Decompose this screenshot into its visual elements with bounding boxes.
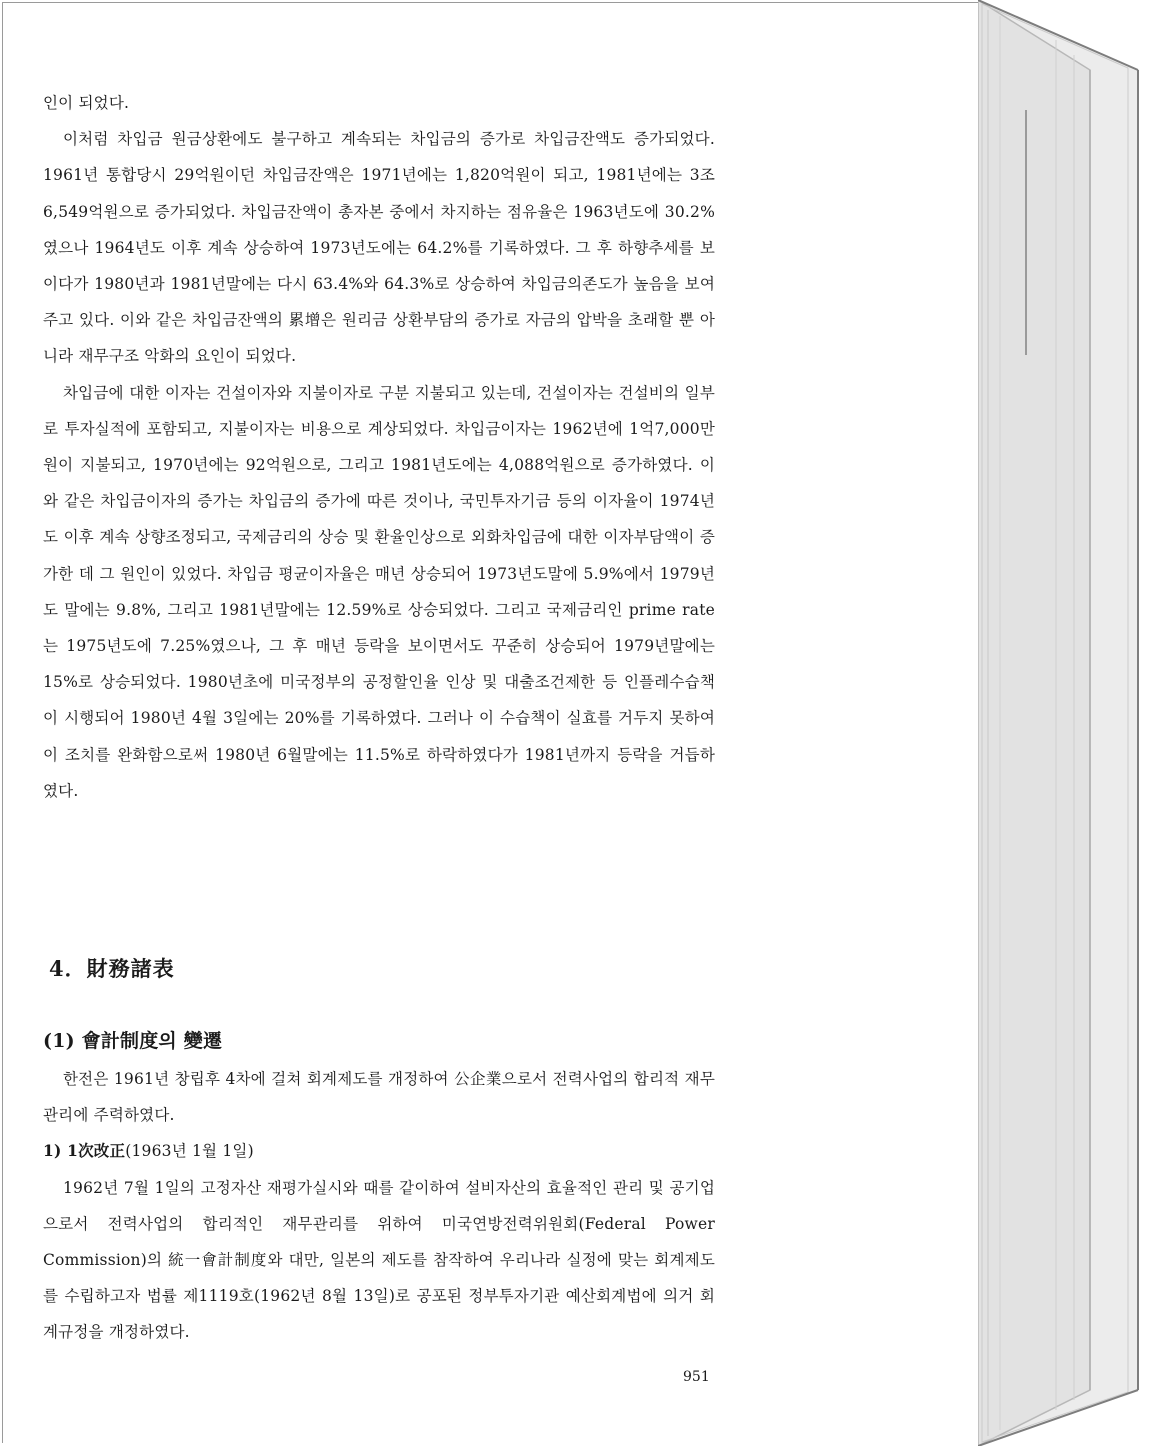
section-heading: 4．財務諸表 [49,956,175,981]
paragraph-borrowing-balance: 이처럼 차입금 원금상환에도 불구하고 계속되는 차입금의 증가로 차입금잔액도 증가되었다. 1961년 통합당시 29억원이던 차입금잔액은 1971년에는 1,820억원이 되고, 1981년에는 3조6,549억원으로 증가되었다. 차입금잔액이 총자본 중에서 차지하는 점유율은 1963년도에 30.2%였으나 1964년도 이후 계속 상승하여 1973년도에는 64.2%를 기록하였다. 그 후 하향추세를 보이다가 1980년과 1981년말에는 다시 63.4%와 64.3%로 상승하여 차입금의존도가 높음을 보여 주고 있다. 이와 같은 차입금잔액의 累增은 원리금 상환부담의 증가로 자금의 압박을 초래할 뿐 아니라 재무구조 악화의 요인이 되었다. [43,130,715,366]
subsection-heading: (1) 會計制度의 變遷 [43,1030,223,1052]
document-page [2,2,979,1443]
page-number: 951 [683,1369,710,1385]
body-text [43,85,715,809]
intro-line: 인이 되었다. [43,94,130,112]
subsection-block [43,1021,715,1351]
item-date: (1963년 1월 1일) [125,1142,254,1161]
paragraph-first-revision: 1962년 7월 1일의 고정자산 재평가실시와 때를 같이하여 설비자산의 효율적인 관리 및 공기업으로서 전력사업의 합리적인 재무관리를 위하여 미국연방전력위원회(Federal Power Commission)의 統一會計制度와 대만, 일본의 제도를 참작하여 우리나라 실정에 맞는 회계제도를 수립하고자 법률 제1119호(1962년 8월 13일)로 공포된 정부투자기관 예산회계법에 의거 회계규정을 개정하였다. [43,1178,715,1342]
book-page-edges [978,0,1173,1446]
item-heading-line [43,1133,715,1169]
paragraph-interest: 차입금에 대한 이자는 건설이자와 지불이자로 구분 지불되고 있는데, 건설이자는 건설비의 일부로 투자실적에 포함되고, 지불이자는 비용으로 계상되었다. 차입금이자는 1962년에 1억7,000만원이 지불되고, 1970년에는 92억원으로, 그리고 1981년도에는 4,088억원으로 증가하였다. 이와 같은 차입금이자의 증가는 차입금의 증가에 따른 것이나, 국민투자기금 등의 이자율이 1974년도 이후 계속 상향조정되고, 국제금리의 상승 및 환율인상으로 외화차입금에 대한 이자부담액이 증가한 데 그 원인이 있었다. 차입금 평균이자율은 매년 상승되어 1973년도말에 5.9%에서 1979년도 말에는 9.8%, 그리고 1981년말에는 12.59%로 상승되었다. 그리고 국제금리인 prime rate는 1975년도에 7.25%였으나, 그 후 매년 등락을 보이면서도 꾸준히 상승되어 1979년말에는 15%로 상승되었다. 1980년초에 미국정부의 공정할인율 인상 및 대출조건제한 등 인플레수습책이 시행되어 1980년 4월 3일에는 20%를 기록하였다. 그러나 이 수습책이 실효를 거두지 못하여 이 조치를 완화함으로써 1980년 6월말에는 11.5%로 하락하였다가 1981년까지 등락을 거듭하였다. [43,383,715,800]
item-heading: 1) 1次改正 [43,1141,126,1161]
paragraph-accounting-intro: 한전은 1961년 창립후 4차에 걸쳐 회계제도를 개정하여 公企業으로서 전력사업의 합리적 재무관리에 주력하였다. [43,1070,715,1125]
